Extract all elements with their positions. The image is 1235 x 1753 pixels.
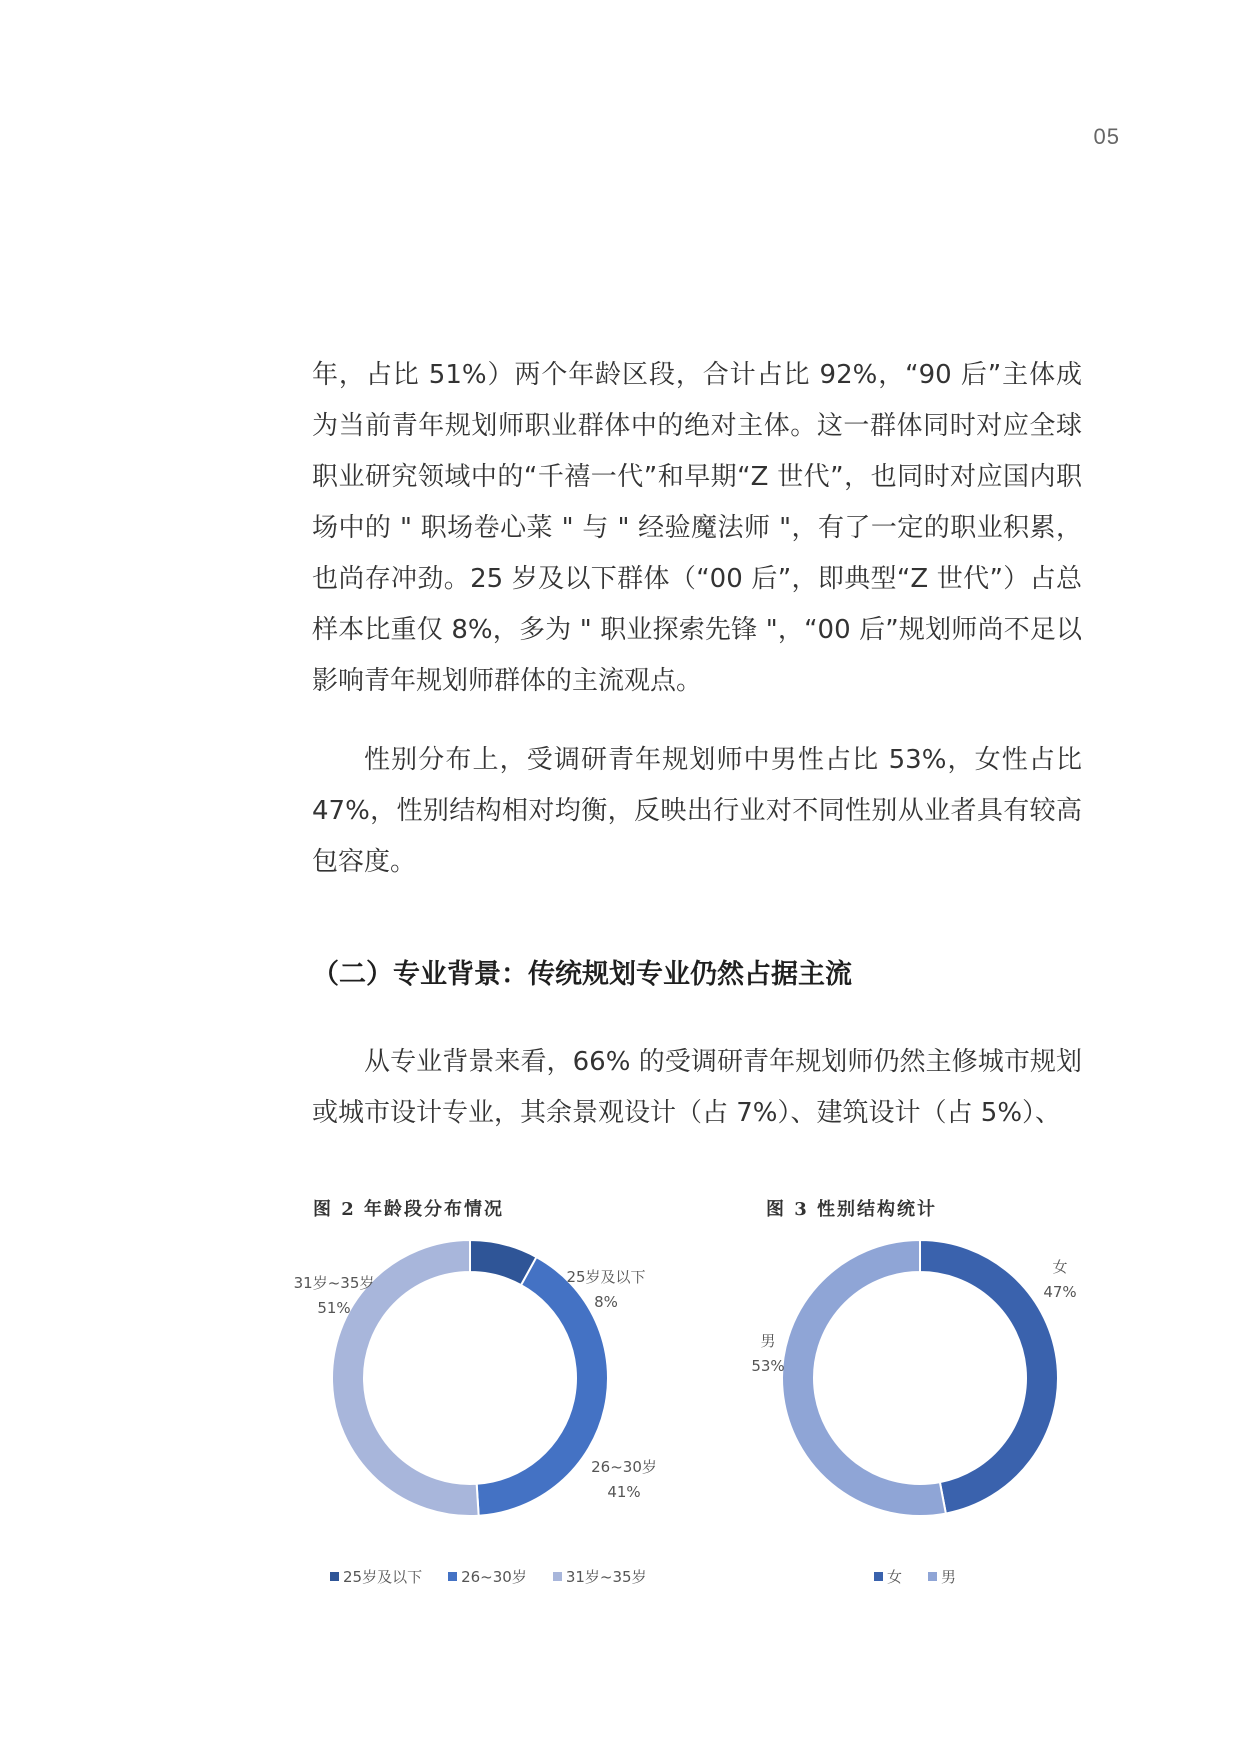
donut-slice-0 xyxy=(920,1240,1058,1514)
page-number: 05 xyxy=(1093,124,1120,149)
slice-category-label: 26~30岁 xyxy=(591,1458,657,1476)
legend-swatch xyxy=(330,1572,339,1581)
gender-chart-legend xyxy=(874,1566,982,1587)
slice-value-label: 53% xyxy=(751,1357,785,1375)
slice-value-label: 51% xyxy=(317,1299,351,1317)
legend-swatch xyxy=(928,1572,937,1581)
slice-category-label: 25岁及以下 xyxy=(566,1268,646,1286)
slice-value-label: 8% xyxy=(594,1293,618,1311)
donut-slice-1 xyxy=(477,1257,608,1516)
donut-slice-1 xyxy=(782,1240,946,1516)
figure-3-title: 图 3 性别结构统计 xyxy=(766,1199,938,1220)
legend-swatch xyxy=(874,1572,883,1581)
section-heading: （二）专业背景：传统规划专业仍然占据主流 xyxy=(312,959,852,990)
slice-value-label: 47% xyxy=(1043,1283,1077,1301)
legend-label: 31岁~35岁 xyxy=(565,1568,647,1586)
legend-item xyxy=(553,1566,647,1587)
slice-value-label: 41% xyxy=(607,1483,641,1501)
legend-swatch xyxy=(448,1572,457,1581)
body-paragraph-2: 性别分布上，受调研青年规划师中男性占比 53%，女性占比 47%，性别结构相对均衡，反映出行业对不同性别从业者具有较高包容度。 xyxy=(312,745,1082,877)
body-paragraph-1: 年，占比 51%）两个年龄区段，合计占比 92%，“90 后”主体成为当前青年规划师职业群体中的绝对主体。这一群体同时对应全球职业研究领域中的“千禧一代”和早期“Z 世代”，也同时对应国内职场中的 " 职场卷心菜 " 与 " 经验魔法师 "，有了一定的职业积累，也尚存冲劲。25 岁及以下群体（“00 后”，即典型“Z 世代”）占总样本比重仅 8%，多为 " 职业探索先锋 "，“00 后”规划师尚不足以影响青年规划师群体的主流观点。 xyxy=(312,360,1082,696)
slice-category-label: 31岁~35岁 xyxy=(293,1274,375,1292)
legend-item xyxy=(928,1566,956,1587)
legend-label: 女 xyxy=(887,1568,903,1586)
age-chart-legend xyxy=(330,1566,673,1587)
slice-category-label: 男 xyxy=(760,1332,776,1350)
legend-item xyxy=(330,1566,422,1587)
figure-2-title: 图 2 年龄段分布情况 xyxy=(313,1199,505,1220)
gender-donut-chart xyxy=(751,1230,1120,1550)
body-paragraph-3: 从专业背景来看，66% 的受调研青年规划师仍然主修城市规划或城市设计专业，其余景观设计（占 7%）、建筑设计（占 5%）、 xyxy=(312,1047,1082,1128)
legend-label: 男 xyxy=(941,1568,957,1586)
legend-label: 26~30岁 xyxy=(461,1568,527,1586)
legend-label: 25岁及以下 xyxy=(343,1568,423,1586)
age-donut-chart xyxy=(293,1230,672,1550)
legend-item xyxy=(448,1566,527,1587)
slice-category-label: 女 xyxy=(1052,1258,1068,1276)
legend-swatch xyxy=(553,1572,562,1581)
legend-item xyxy=(874,1566,902,1587)
